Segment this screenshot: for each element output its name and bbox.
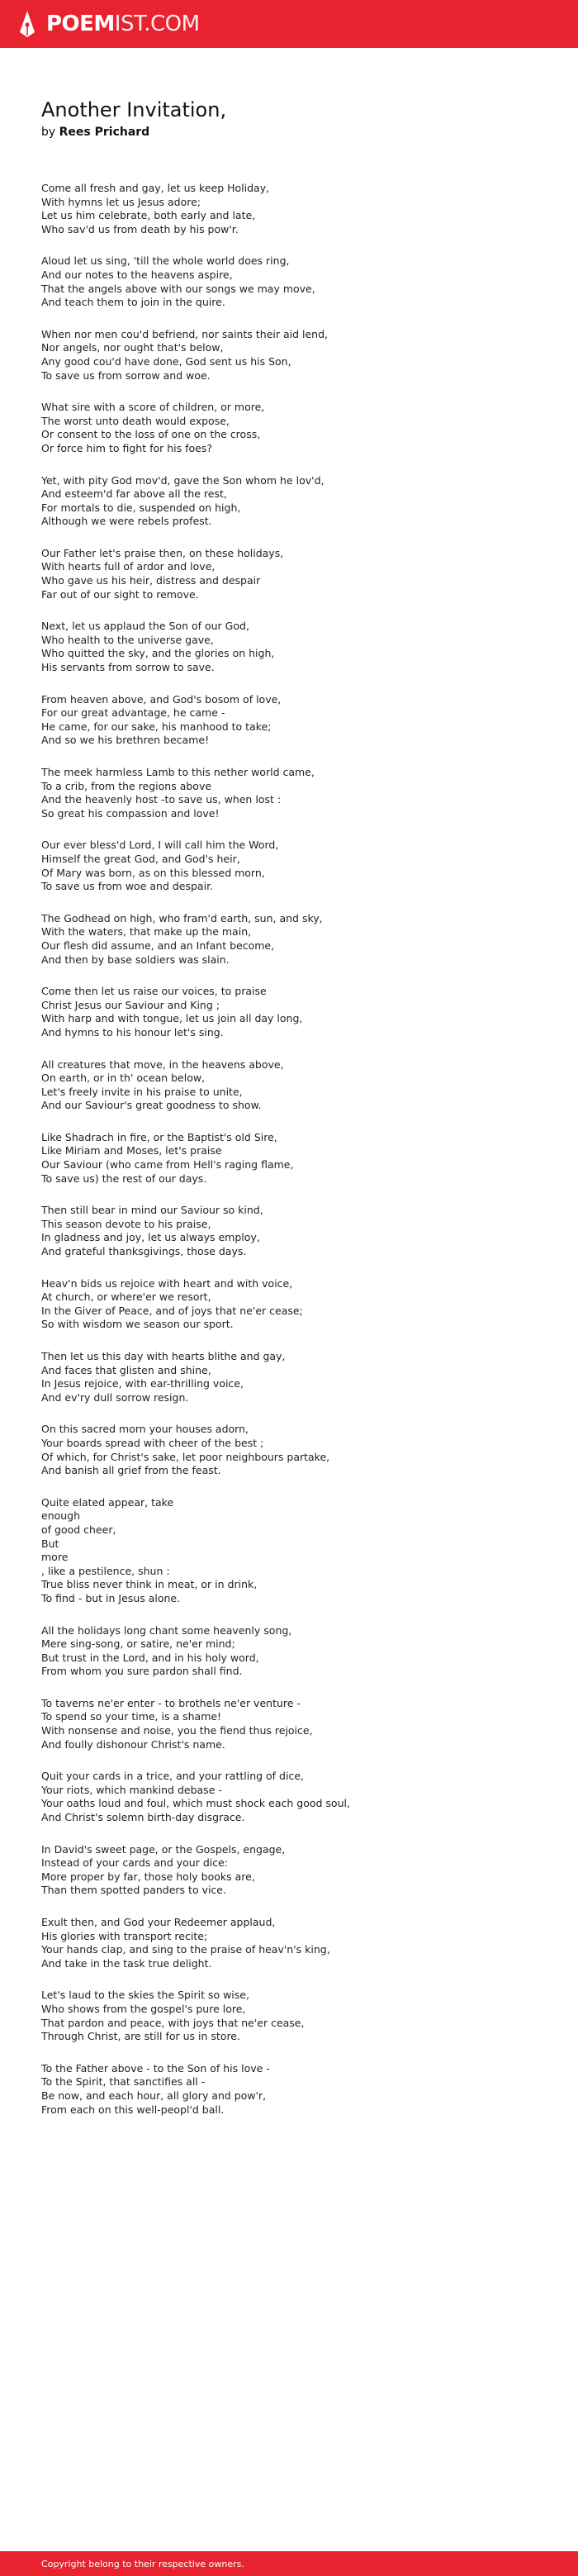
poem-line: Heav'n bids us rejoice with heart and with voice, [41, 1276, 293, 1290]
poem-line: Like Shadrach in fire, or the Baptist's old Sire, [41, 1130, 277, 1143]
poem-line: When nor men cou'd befriend, nor saints their aid lend, [41, 327, 329, 340]
poem-line: His glories with transport recite; [41, 1929, 208, 1942]
poem-line: To save us from woe and despair. [41, 880, 214, 893]
poem-line: Your riots, which mankind debase - [41, 1783, 222, 1796]
site-header [0, 0, 578, 48]
poem-line: Or force him to fight for his foes? [41, 441, 213, 454]
poem-line: With hearts full of ardor and love, [41, 560, 216, 573]
poem-line: And teach them to join in the quire. [41, 296, 225, 309]
poem-line: From whom you sure pardon shall find. [41, 1665, 243, 1678]
stanza [41, 182, 570, 236]
poem-line: Exult then, and God your Redeemer applaud, [41, 1916, 276, 1928]
poem-line: Then let us this day with hearts blithe and gay, [41, 1350, 286, 1362]
stanza [41, 401, 570, 455]
poem-line: But trust in the Lord, and in his holy word, [41, 1651, 259, 1664]
poem-line: Yet, with pity God mov'd, gave the Son whom he lov'd, [41, 473, 325, 487]
poem-line: Who health to the universe gave, [41, 633, 214, 646]
poem-line: Your oaths loud and foul, which must shock each good soul, [41, 1797, 350, 1810]
poem-line: Your boards spread with cheer of the best ; [41, 1436, 264, 1449]
poem-line: Our ever bless'd Lord, I will call him the Word, [41, 839, 279, 852]
stanza [41, 328, 570, 383]
stanza [41, 2062, 570, 2117]
poem-line: And hymns to his honour let's sing. [41, 1025, 224, 1038]
poem-line: To find - but in Jesus alone. [41, 1591, 181, 1604]
poem-line: Through Christ, are still for us in store. [41, 2030, 240, 2043]
poem-line: And ev'ry dull sorrow resign. [41, 1390, 189, 1404]
poem-line: Christ Jesus our Saviour and King ; [41, 998, 220, 1011]
stanza [41, 1058, 570, 1113]
poem-line: Be now, and each hour, all glory and pow'r, [41, 2089, 267, 2102]
poem-line: More proper by far, those holy books are, [41, 1870, 255, 1883]
poem-line: Himself the great God, and God's heir, [41, 852, 240, 865]
poem-line: Any good cou'd have done, God sent us his Son, [41, 354, 291, 368]
stanza [41, 1624, 570, 1679]
poem-line: Who shows from the gospel's pure lore, [41, 2002, 246, 2015]
stanza [41, 766, 570, 820]
poem-line: Nor angels, nor ought that's below, [41, 341, 224, 354]
stanza [41, 839, 570, 893]
stanza [41, 985, 570, 1039]
poem-line: That the angels above with our songs we may move, [41, 282, 315, 295]
stanza [41, 1989, 570, 2043]
logo-text-bold: POEM [46, 12, 115, 36]
stanza [41, 1697, 570, 1751]
poem-line: more [41, 1551, 69, 1564]
poem-line: All the holidays long chant some heavenly song, [41, 1623, 292, 1637]
poem-line: And then by base soldiers was slain. [41, 953, 230, 966]
poem-line: And foully dishonour Christ's name. [41, 1737, 225, 1751]
poem-line: Quite elated appear, take [41, 1495, 174, 1509]
poem-line: In Jesus rejoice, with ear-thrilling voice, [41, 1377, 244, 1390]
poem-line: Of Mary was born, as on this blessed morn, [41, 866, 265, 879]
poem-title: Another Invitation, [41, 98, 227, 121]
poem-line: With harp and with tongue, let us join all day long, [41, 1012, 303, 1025]
poem-line: The meek harmless Lamb to this nether world came, [41, 766, 315, 778]
poem-line: So great his compassion and love! [41, 806, 220, 820]
poem-line: of good cheer, [41, 1523, 116, 1536]
poem-line: To spend so your time, is a shame! [41, 1710, 222, 1723]
site-footer [0, 2551, 578, 2576]
poem-line: And our notes to the heavens aspire, [41, 268, 233, 281]
poem-line: His servants from sorrow to save. [41, 661, 215, 674]
stanza [41, 912, 570, 967]
poem-line: To the Father above - to the Son of his love - [41, 2061, 270, 2075]
poem-line: And faces that glisten and shine, [41, 1363, 211, 1376]
poem-line: On this sacred morn your houses adorn, [41, 1423, 249, 1436]
stanza [41, 693, 570, 748]
poem-line: Quit your cards in a trice, and your rattling of dice, [41, 1770, 304, 1783]
stanza [41, 1843, 570, 1898]
poem-line: And grateful thanksgivings, those days. [41, 1245, 247, 1258]
poem-body [41, 182, 570, 2135]
stanza [41, 1770, 570, 1824]
poem-line: Who gave us his heir, distress and despair [41, 574, 261, 587]
poem-line: Our Saviour (who came from Hell's raging flame, [41, 1158, 294, 1172]
poem-line: From heaven above, and God's bosom of love, [41, 692, 282, 706]
logo-text-light: IST.COM [114, 12, 200, 36]
stanza [41, 254, 570, 309]
stanza [41, 474, 570, 529]
stanza [41, 547, 570, 601]
poem-line: Let's freely invite in his praise to unite, [41, 1085, 243, 1098]
poem-line: Of which, for Christ's sake, let poor neighbours partake, [41, 1450, 330, 1463]
byline [41, 124, 553, 140]
poem-line: For our great advantage, he came - [41, 706, 225, 720]
poem-line: Who quitted the sky, and the glories on high, [41, 647, 275, 660]
poem-line: He came, for our sake, his manhood to take; [41, 720, 272, 733]
stanza [41, 1496, 570, 1606]
poem-line: Then still bear in mind our Saviour so kind, [41, 1204, 263, 1217]
poem-line: And esteem'd far above all the rest, [41, 487, 227, 501]
poem-line: At church, or where'er we resort, [41, 1290, 211, 1304]
by-label: by [41, 126, 56, 139]
poem-line: And so we his brethren became! [41, 734, 210, 747]
poem-line: And take in the task true delight. [41, 1956, 212, 1970]
poem-line: Let us him celebrate, both early and late, [41, 209, 256, 222]
poem-line: For mortals to die, suspended on high, [41, 501, 241, 514]
poem-line: Let's laud to the skies the Spirit so wise, [41, 1989, 249, 2002]
poem-line: Than them spotted panders to vice. [41, 1884, 226, 1897]
poem-line: enough [41, 1509, 81, 1523]
poem-line: In gladness and joy, let us always employ, [41, 1231, 260, 1244]
poem-line: And the heavenly host -to save us, when lost : [41, 793, 282, 806]
poem-line: The Godhead on high, who fram'd earth, sun, and sky, [41, 911, 323, 924]
copyright-text: Copyright belong to their respective owners. [41, 2558, 244, 2569]
poem-line: But [41, 1537, 59, 1550]
poem-line: To save us from sorrow and woe. [41, 368, 211, 382]
poem-line: Who sav'd us from death by his pow'r. [41, 222, 239, 235]
poem-line: Come all fresh and gay, let us keep Holiday, [41, 182, 270, 194]
poem-line: And banish all grief from the feast. [41, 1464, 221, 1477]
stanza [41, 620, 570, 674]
poem-line: Our Father let's praise then, on these holidays, [41, 546, 284, 559]
pen-nib-icon[interactable] [18, 10, 36, 38]
poem-line: To the Spirit, that sanctifies all - [41, 2075, 206, 2089]
site-logo[interactable] [46, 13, 200, 35]
poem-line: What sire with a score of children, or more, [41, 401, 265, 414]
poem-line: With the waters, that make up the main, [41, 925, 252, 939]
poem-line: All creatures that move, in the heavens above, [41, 1057, 284, 1071]
poem-line: Our flesh did assume, and an Infant become, [41, 939, 275, 952]
poem-line: On earth, or in th' ocean below, [41, 1072, 206, 1085]
stanza [41, 1350, 570, 1404]
poem-line: And Christ's solemn birth-day disgrace. [41, 1811, 245, 1824]
poem-line: Come then let us raise our voices, to praise [41, 985, 267, 998]
poem-line: With hymns let us Jesus adore; [41, 195, 201, 208]
poem-line: Your hands clap, and sing to the praise of heav'n's king, [41, 1943, 330, 1956]
poem-line: In David's sweet page, or the Gospels, engage, [41, 1842, 286, 1856]
poem-line: With nonsense and noise, you the fiend thus rejoice, [41, 1724, 313, 1737]
poem-line: , like a pestilence, shun : [41, 1564, 170, 1577]
poem-line: From each on this well-peopl'd ball. [41, 2103, 225, 2116]
poem-line: Mere sing-song, or satire, ne'er mind; [41, 1637, 235, 1651]
poem-line: Although we were rebels profest. [41, 515, 212, 528]
stanza [41, 1277, 570, 1332]
poem-line: Or consent to the loss of one on the cross, [41, 428, 261, 441]
poem-line: Like Miriam and Moses, let's praise [41, 1144, 222, 1157]
poem-line: This season devote to his praise, [41, 1217, 211, 1230]
poem-line: True bliss never think in meat, or in drink, [41, 1578, 258, 1591]
poem-line: So with wisdom we season our sport. [41, 1318, 234, 1331]
stanza [41, 1131, 570, 1186]
poem-line: To a crib, from the regions above [41, 779, 212, 792]
author-link[interactable]: Rees Prichard [59, 126, 150, 139]
poem-line: And our Saviour's great goodness to show. [41, 1099, 262, 1112]
poem-line: In the Giver of Peace, and of joys that ne'er cease; [41, 1304, 303, 1317]
poem-line: To save us) the rest of our days. [41, 1172, 207, 1185]
stanza [41, 1423, 570, 1477]
poem-line: Far out of our sight to remove. [41, 587, 199, 601]
stanza [41, 1204, 570, 1258]
poem-line: The worst unto death would expose, [41, 414, 230, 427]
poem-header [41, 97, 553, 140]
poem-line: That pardon and peace, with joys that ne'er cease, [41, 2016, 305, 2029]
poem-line: Instead of your cards and your dice: [41, 1856, 229, 1870]
poem-line: Aloud let us sing, 'till the whole world does ring, [41, 254, 290, 268]
poem-line: Next, let us applaud the Son of our God, [41, 620, 249, 633]
poem-line: To taverns ne'er enter - to brothels ne'er venture - [41, 1696, 301, 1709]
stanza [41, 1916, 570, 1970]
